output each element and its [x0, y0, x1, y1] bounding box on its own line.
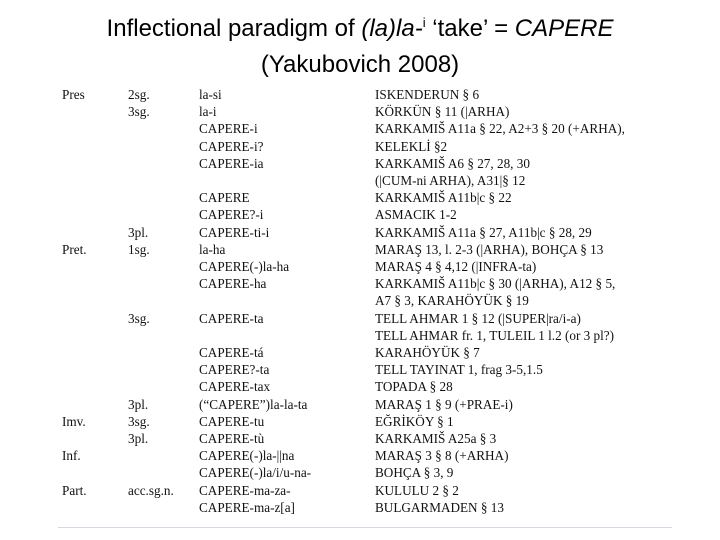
table-row [0, 448, 720, 463]
form-cell: la-ha [199, 241, 226, 257]
attestation-cell: TELL TAYINAT 1, frag 3-5,1.5 [375, 362, 543, 378]
person-cell: 1sg. [128, 241, 150, 257]
tense-cell: Pret. [62, 241, 87, 257]
person-cell: 3pl. [128, 431, 149, 446]
table-row [0, 414, 720, 429]
slide-subtitle: (Yakubovich 2008) [260, 51, 460, 78]
table-row [0, 345, 720, 360]
table-row [0, 483, 720, 498]
tense-cell: Part. [62, 482, 87, 498]
form-cell: CAPERE-ha [199, 276, 267, 292]
form-cell: CAPERE-tá [199, 345, 264, 360]
form-cell: CAPERE-tu [199, 413, 265, 429]
person-cell: 3sg. [128, 104, 150, 120]
table-row [0, 379, 720, 394]
attestation-cell: TELL AHMAR 1 § 12 (|SUPER|ra/i-a) [375, 310, 581, 326]
attestation-cell: BULGARMADEN § 13 [375, 499, 504, 515]
form-cell: CAPERE-i? [199, 138, 264, 154]
attestation-cell: KÖRKÜN § 11 (|ARHA) [375, 104, 510, 120]
attestation-cell: KARKAMIŠ A11b|c § 22 [375, 190, 512, 206]
table-row [0, 293, 720, 308]
table-row [0, 328, 720, 343]
tense-cell: Imv. [62, 413, 86, 429]
attestation-cell: KARKAMIŠ A25a § 3 [375, 431, 497, 446]
table-row [0, 259, 720, 274]
person-cell: 3pl. [128, 396, 149, 412]
form-cell: CAPERE [199, 190, 250, 206]
form-cell: CAPERE-ia [199, 155, 264, 171]
person-cell: 2sg. [128, 87, 150, 102]
attestation-cell: MARAŞ 13, l. 2-3 (|ARHA), BOHÇA § 13 [375, 241, 604, 257]
attestation-cell: KULULU 2 § 2 [375, 482, 459, 498]
form-cell: CAPERE-tù [199, 431, 265, 446]
attestation-cell: KARKAMIŠ A11b|c § 30 (|ARHA), A12 § 5, [375, 276, 616, 292]
attestation-cell: KARAHÖYÜK § 7 [375, 345, 480, 360]
attestation-cell: MARAŞ 3 § 8 (+ARHA) [375, 448, 509, 464]
form-cell: CAPERE(-)la-ha [199, 259, 290, 274]
attestation-cell: TELL AHMAR fr. 1, TULEIL 1 l.2 (or 3 pl?) [375, 327, 615, 343]
form-cell: CAPERE(-)la-||na [199, 448, 295, 464]
title-superscript: i [422, 15, 426, 30]
person-cell: 3sg. [128, 413, 150, 429]
table-row [0, 121, 720, 136]
table-row [0, 465, 720, 480]
person-cell: 3sg. [128, 310, 150, 326]
table-row [0, 139, 720, 154]
attestation-cell: (|CUM-ni ARHA), A31|§ 12 [375, 173, 526, 188]
table-row [0, 431, 720, 446]
slide-title [0, 14, 720, 44]
attestation-cell: BOHÇA § 3, 9 [375, 465, 454, 481]
attestation-cell: ASMACIK 1-2 [375, 207, 457, 223]
form-cell: CAPERE?-i [199, 207, 264, 223]
table-row [0, 87, 720, 102]
title-stem: (la)la- [361, 15, 423, 42]
form-cell: la-si [199, 87, 222, 102]
attestation-cell: KARKAMIŠ A6 § 27, 28, 30 [375, 155, 530, 171]
title-prefix: Inflectional paradigm of [106, 15, 362, 42]
attestation-cell: TOPADA § 28 [375, 379, 453, 395]
table-row [0, 156, 720, 171]
title-gloss: ‘take’ = [425, 15, 515, 42]
table-row [0, 207, 720, 222]
form-cell: CAPERE-tax [199, 379, 271, 395]
title-logogram: CAPERE [514, 15, 614, 42]
attestation-cell: KARKAMIŠ A11a § 22, A2+3 § 20 (+ARHA), [375, 121, 625, 137]
table-row [0, 173, 720, 188]
bottom-divider [58, 527, 672, 528]
person-cell: 3pl. [128, 224, 149, 240]
tense-cell: Inf. [62, 448, 81, 464]
form-cell: CAPERE-ma-z[a] [199, 499, 295, 515]
attestation-cell: KARKAMIŠ A11a § 27, A11b|c § 28, 29 [375, 224, 592, 240]
form-cell: CAPERE-i [199, 121, 258, 137]
attestation-cell: A7 § 3, KARAHÖYÜK § 19 [375, 293, 529, 309]
tense-cell: Pres [62, 87, 85, 102]
form-cell: CAPERE?-ta [199, 362, 270, 378]
table-row [0, 190, 720, 205]
form-cell: CAPERE-ma-za- [199, 482, 291, 498]
attestation-cell: EĞRİKÖY § 1 [375, 413, 454, 429]
form-cell: CAPERE-ti-i [199, 224, 270, 240]
form-cell: la-i [199, 104, 217, 120]
form-cell: CAPERE(-)la/i/u-na- [199, 465, 312, 481]
table-row [0, 362, 720, 377]
table-row [0, 500, 720, 515]
attestation-cell: ISKENDERUN § 6 [375, 87, 480, 102]
form-cell: CAPERE-ta [199, 310, 264, 326]
table-row [0, 311, 720, 326]
table-row [0, 242, 720, 257]
attestation-cell: KELEKLİ §2 [375, 138, 448, 154]
table-row [0, 276, 720, 291]
table-row [0, 397, 720, 412]
attestation-cell: MARAŞ 4 § 4,12 (|INFRA-ta) [375, 259, 537, 274]
attestation-cell: MARAŞ 1 § 9 (+PRAE-i) [375, 396, 513, 412]
table-row [0, 225, 720, 240]
person-cell: acc.sg.n. [128, 482, 174, 498]
form-cell: (“CAPERE”)la-la-ta [199, 396, 308, 412]
table-row [0, 104, 720, 119]
